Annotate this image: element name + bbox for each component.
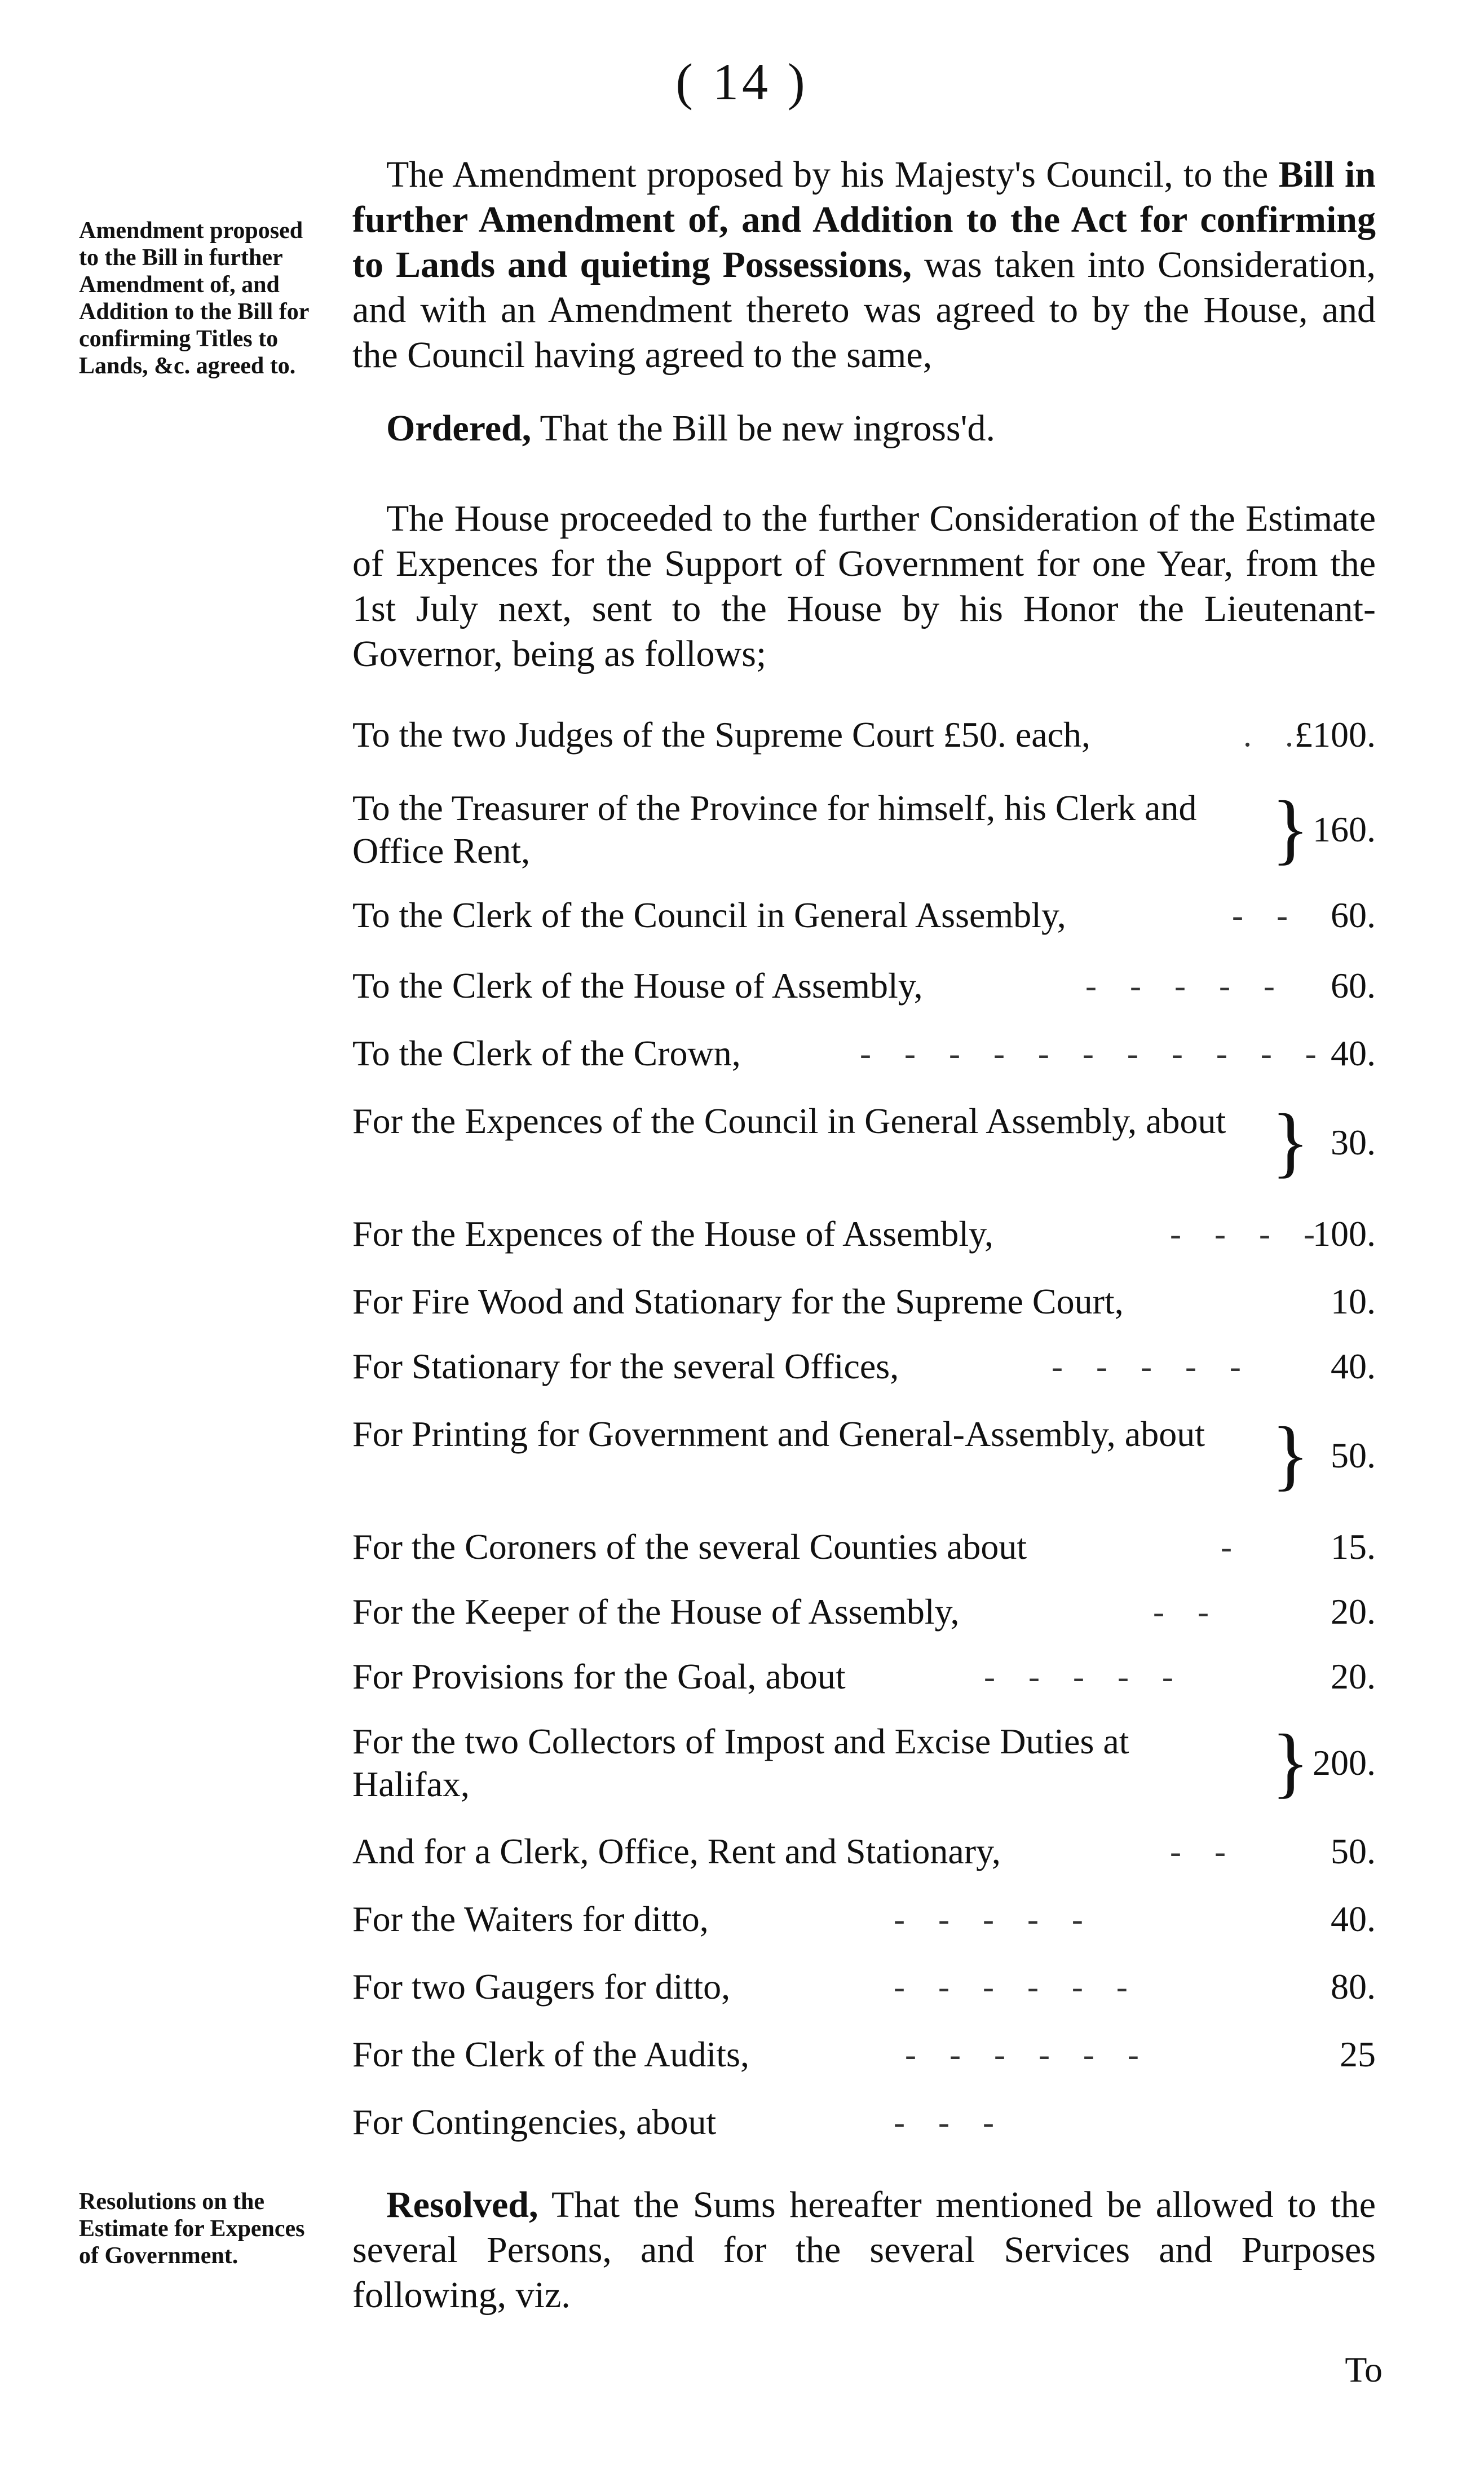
para1-intro: The Amendment proposed by his Majesty's Council, to the bbox=[386, 154, 1269, 195]
item-amount: 200. bbox=[1313, 1743, 1376, 1783]
item-amount: 50. bbox=[1331, 1435, 1376, 1475]
item-amount: 60. bbox=[1331, 966, 1376, 1006]
item-amount: 40. bbox=[1331, 1033, 1376, 1073]
estimate-intro: The House proceeded to the further Consideration of the Estimate of Expences for the Support of Government for one Year, from the 1st July next, sent to the House by his Honor the Lieutenant-Governor, being as follows; bbox=[352, 498, 1376, 674]
ordered-text: That the Bill be new ingross'd. bbox=[540, 408, 995, 449]
item-amount: 60. bbox=[1331, 895, 1376, 935]
item-amount: 80. bbox=[1331, 1967, 1376, 2007]
resolved-word: Resolved, bbox=[386, 2184, 538, 2225]
leader-dots: - - - - - bbox=[1085, 967, 1287, 1004]
leader-dots: - - - - - bbox=[894, 1901, 1096, 1938]
ordered-word: Ordered, bbox=[386, 408, 532, 449]
item-desc: For the Expences of the House of Assembly, bbox=[352, 1214, 993, 1254]
item-amount: 15. bbox=[1331, 1527, 1376, 1567]
item-amount: 50. bbox=[1331, 1831, 1376, 1871]
estimate-item bbox=[352, 1720, 1376, 1810]
item-amount: 160. bbox=[1313, 809, 1376, 849]
item-desc: For the Keeper of the House of Assembly, bbox=[352, 1592, 960, 1632]
leader-dots: - - - - - bbox=[984, 1658, 1186, 1695]
item-desc: For Fire Wood and Stationary for the Supreme Court, bbox=[352, 1281, 1124, 1321]
item-desc: And for a Clerk, Office, Rent and Stationary, bbox=[352, 1831, 1001, 1871]
item-desc: For Contingencies, about bbox=[352, 2102, 717, 2142]
brace-glyph: } bbox=[1271, 1098, 1310, 1185]
para1-rest: was taken into Consideration, and with an Amendment thereto was agreed to by the House, and the Council having agreed to the same, bbox=[352, 244, 1376, 376]
paragraph-amendment bbox=[352, 152, 1376, 378]
item-amount: 40. bbox=[1331, 1346, 1376, 1386]
item-desc: To the Clerk of the House of Assembly, bbox=[352, 966, 923, 1006]
item-desc: For Provisions for the Goal, about bbox=[352, 1656, 846, 1696]
item-amount: 20. bbox=[1331, 1656, 1376, 1696]
item-amount: £100. bbox=[1295, 715, 1376, 755]
leader-dots: - - - bbox=[894, 2104, 1006, 2141]
leader-dots: - - - - - - bbox=[894, 1968, 1140, 2005]
estimate-item bbox=[352, 1100, 1376, 1190]
ordered-line bbox=[352, 406, 1376, 451]
leader-dots: - bbox=[1221, 1528, 1244, 1566]
catchword: To bbox=[1345, 2349, 1383, 2390]
item-desc: For the two Collectors of Impost and Excise Duties at Halifax, bbox=[352, 1721, 1129, 1804]
leader-dots: - - - - bbox=[1170, 1215, 1327, 1253]
estimate-item bbox=[352, 1413, 1376, 1503]
estimate-item bbox=[352, 787, 1376, 877]
margin-note-amendment: Amendment proposed to the Bill in further Amendment of, and Addition to the Bill for confirming Titles to Lands, &c. agreed to. bbox=[79, 218, 309, 379]
item-desc: For the Coroners of the several Counties about bbox=[352, 1527, 1027, 1567]
resolved-paragraph bbox=[352, 2183, 1376, 2318]
item-desc: For Stationary for the several Offices, bbox=[352, 1346, 899, 1386]
item-amount: 25 bbox=[1340, 2034, 1376, 2074]
item-desc: For the Waiters for ditto, bbox=[352, 1899, 709, 1939]
item-desc: For Printing for Government and General-Assembly, about bbox=[352, 1414, 1205, 1454]
margin-note-resolutions: Resolutions on the Estimate for Expences of Government. bbox=[79, 2189, 305, 2269]
brace-glyph: } bbox=[1271, 1718, 1310, 1806]
item-amount: 10. bbox=[1331, 1281, 1376, 1321]
item-desc: To the Treasurer of the Province for himself, his Clerk and Office Rent, bbox=[352, 788, 1197, 871]
item-desc: To the two Judges of the Supreme Court £50. each, bbox=[352, 715, 1091, 755]
brace-glyph: } bbox=[1271, 1411, 1310, 1498]
leader-dots: - - - - - - bbox=[905, 2036, 1151, 2073]
item-amount: 30. bbox=[1331, 1122, 1376, 1162]
item-desc: For the Expences of the Council in General Assembly, about bbox=[352, 1101, 1226, 1141]
item-desc: To the Clerk of the Council in General Assembly, bbox=[352, 895, 1066, 935]
item-desc: For the Clerk of the Audits, bbox=[352, 2034, 749, 2074]
leader-dots: - - bbox=[1232, 897, 1300, 934]
leader-dots: - - bbox=[1153, 1593, 1221, 1630]
item-amount: 40. bbox=[1331, 1899, 1376, 1939]
leader-dots: - - - - - bbox=[1052, 1348, 1253, 1385]
item-desc: For two Gaugers for ditto, bbox=[352, 1967, 731, 2007]
item-desc: To the Clerk of the Crown, bbox=[352, 1033, 741, 1073]
item-amount: 20. bbox=[1331, 1592, 1376, 1632]
paragraph-estimate bbox=[352, 496, 1376, 677]
item-amount: 100. bbox=[1313, 1214, 1376, 1254]
brace-glyph: } bbox=[1271, 785, 1310, 872]
para1-bill-title: Bill in further Amendment of, and Addition to the Act for confirming to Lands and quieting Possessions, bbox=[352, 154, 1376, 285]
leader-dots: . . bbox=[1243, 716, 1306, 753]
leader-dots: - - bbox=[1170, 1833, 1238, 1870]
page-number: ( 14 ) bbox=[675, 53, 809, 111]
leader-dots: - - - - - - - - - - - bbox=[860, 1035, 1329, 1072]
resolved-text: That the Sums hereafter mentioned be allowed to the several Persons, and for the several Services and Purposes following, viz. bbox=[352, 2184, 1376, 2316]
